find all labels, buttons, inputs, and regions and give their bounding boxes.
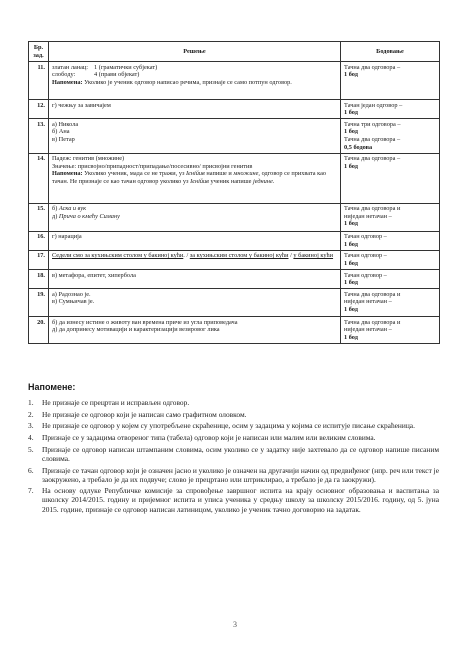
solution-label: златан ланац: (52, 63, 89, 71)
points-text: Тачна два одговора – (344, 136, 401, 144)
points-text: Тачна три одговора – (344, 120, 401, 128)
solution-cell (49, 62, 341, 100)
solution-cell (49, 153, 341, 203)
list-item (28, 486, 439, 513)
underlined-answer: у бакиној кући (293, 252, 334, 260)
note-body: Не признаје се прецртан и исправљен одговор. (42, 398, 190, 407)
note-italic: Ієнійив (186, 170, 205, 178)
solution-line: г) чежњу за завичајем (52, 101, 111, 109)
solution-value: 1 (граматички субјекат) (94, 63, 158, 71)
points-value: 1 бод (344, 334, 358, 341)
points-value: 1 бод (344, 306, 358, 313)
header-solution: Решење (49, 42, 341, 62)
points-text: Тачна два одговора – (344, 63, 401, 71)
points-value: 1 бод (344, 71, 358, 79)
underlined-answer: за кухињским столом у бакиној кући (189, 252, 289, 260)
note-body: Признаје се одговор написан штампаним словима, осим уколико се у задатку није захтевало да се одговор напише писаним словима. (42, 444, 439, 463)
note-label: Напомена: (52, 170, 83, 178)
note-number: 7. (28, 486, 34, 496)
note-number: 5. (28, 444, 34, 454)
table-row (29, 203, 440, 231)
task-number: 15. (29, 203, 49, 231)
list-item (28, 433, 439, 442)
note-text: , одговор се прихвата као тачан. Не признаје се као тачан одговор уколико уз (52, 170, 327, 186)
notes-title: Напомене: (28, 382, 76, 392)
list-item (28, 445, 439, 463)
points-value: 1 бод (344, 128, 358, 136)
points-cell (341, 317, 440, 344)
table-header-row (29, 42, 440, 62)
points-cell (341, 231, 440, 250)
solution-line: б) да изнесу истине о животу ван времена приче из угла приповедача (52, 318, 238, 326)
points-cell (341, 289, 440, 317)
table-row (29, 153, 440, 203)
task-number: 11. (29, 62, 49, 100)
points-cell (341, 119, 440, 153)
points-text: Тачна два одговора и (344, 205, 401, 213)
solution-cell (49, 119, 341, 153)
points-value: 1 бод (344, 260, 358, 268)
solution-label: слободу: (52, 71, 76, 79)
points-text: ниједан нетачан – (344, 212, 392, 220)
solution-cell (49, 317, 341, 344)
solution-cell (49, 270, 341, 289)
solution-line: в) Сумњичав је. (52, 298, 95, 306)
note-text: ученик напише (208, 178, 253, 186)
points-text: Тачан одговор – (344, 271, 387, 279)
table-row (29, 231, 440, 250)
solution-value: 4 (прави објекат) (94, 71, 140, 79)
points-value: 1 бод (344, 279, 358, 287)
note-italic: Ієнійив (190, 178, 209, 186)
note-body: Не признаје се одговор који је написан само графитном оловком. (42, 409, 247, 419)
note-number: 1. (28, 398, 34, 407)
option-prefix: б) (52, 205, 59, 213)
notes-list (28, 398, 439, 516)
points-value: 1 бод (344, 162, 358, 170)
table-row (29, 62, 440, 100)
points-cell (341, 203, 440, 231)
table-row (29, 100, 440, 119)
points-text: Тачан један одговор – (344, 101, 403, 109)
solution-cell (49, 203, 341, 231)
answer-table (28, 41, 440, 344)
note-number: 4. (28, 433, 34, 443)
task-number: 16. (29, 231, 49, 250)
list-item (28, 398, 439, 407)
note-number: 6. (28, 465, 34, 475)
note-body: На основу одлуке Републичке комисије за спровођење завршног испита на крају основног образовања и васпитања за школску 2014/2015. годину и пријемног испита и уписа ученика у средњу школу за школску 2015/2016. годину, од 5. јуна 2015. године, признаје се одговор написан латиницом, уколико је ученик тачно договорио на задатак. (42, 486, 439, 514)
task-number: 14. (29, 153, 49, 203)
table-row (29, 270, 440, 289)
points-value: 0,5 бодова (344, 143, 373, 151)
table-row (29, 289, 440, 317)
points-text: ниједан нетачан – (344, 298, 392, 306)
points-text: Тачна два одговора и (344, 290, 401, 298)
solution-line: б) Ана (52, 128, 70, 136)
table-row (29, 250, 440, 269)
points-cell (341, 270, 440, 289)
solution-line: в) метафора, епитет, хипербола (52, 271, 136, 279)
points-text: Тачна два одговора – (344, 155, 401, 163)
solution-line: а) Никола (52, 120, 79, 128)
points-cell (341, 100, 440, 119)
header-points: Бодовање (341, 42, 440, 62)
note-text: Уколико је ученик одговор написао речима, признаје се само потпун одговор. (82, 78, 292, 86)
points-cell (341, 153, 440, 203)
solution-line: г) нарација (52, 233, 82, 241)
note-body: Признаје се тачан одговор који је означен јасно и уколико је означен на другачији начин од предвиђеног (нпр. реч или текст је заокружено, а требало је да их подвуче; слово је прецртано или штриклирао, а требало је да га заокружи). (42, 465, 439, 484)
page-number: 3 (233, 620, 237, 629)
points-cell (341, 62, 440, 100)
note-text: Уколико ученик, мада се не тражи, уз (82, 170, 187, 178)
solution-cell (49, 100, 341, 119)
points-value: 1 бод (344, 220, 358, 228)
solution-line: Значење: присвојно/припадност/припадање/посесивно/ присвојни генитив (52, 162, 253, 170)
solution-cell (49, 289, 341, 317)
list-item (28, 410, 439, 419)
points-value: 1 бод (344, 109, 358, 117)
separator: / (288, 252, 294, 260)
header-task-number: Бр. зад. (29, 42, 49, 62)
points-text: ниједан нетачан – (344, 326, 392, 334)
solution-line: в) Петар (52, 136, 75, 144)
solution-cell (49, 231, 341, 250)
note-italic: једнине (252, 178, 273, 186)
table-row (29, 119, 440, 153)
table-row (29, 317, 440, 344)
solution-line: Падеж: генитив (множине) (52, 155, 125, 163)
points-value: 1 бод (344, 240, 358, 248)
task-number: 19. (29, 289, 49, 317)
task-number: 20. (29, 317, 49, 344)
solution-line: д) да допринесу мотивацији и карактеризацији везировог лика (52, 326, 220, 334)
note-number: 3. (28, 421, 34, 431)
note-text: . (272, 178, 275, 186)
separator: . / (183, 252, 190, 260)
option-title: Прича о кмећу Симану (58, 212, 120, 220)
task-number: 17. (29, 250, 49, 269)
note-body: Признаје се у задацима отвореног типа (табела) одговор који је написан или малим или великим словима. (42, 433, 376, 443)
solution-line: а) Радознао је. (52, 290, 91, 298)
points-text: Тачан одговор – (344, 252, 387, 260)
task-number: 13. (29, 119, 49, 153)
list-item (28, 421, 439, 430)
note-text: напише и (204, 170, 234, 178)
note-number: 2. (28, 409, 34, 419)
note-italic: множине (233, 170, 259, 178)
option-prefix: д) (52, 212, 59, 220)
points-cell (341, 250, 440, 269)
underlined-answer: Седели смо за кухињским столом у бакиној кући (52, 252, 184, 260)
points-text: Тачан одговор – (344, 233, 387, 241)
solution-cell (49, 250, 341, 269)
note-label: Напомена: (52, 78, 83, 86)
option-title: Аска и вук (58, 205, 87, 213)
points-text: Тачна два одговора и (344, 318, 401, 326)
task-number: 12. (29, 100, 49, 119)
task-number: 18. (29, 270, 49, 289)
note-body: Не признаје се одговор у којем су употребљене скраћенице, осим у задацима у којима се испитује писање скраћеница. (42, 421, 415, 431)
list-item (28, 466, 439, 484)
